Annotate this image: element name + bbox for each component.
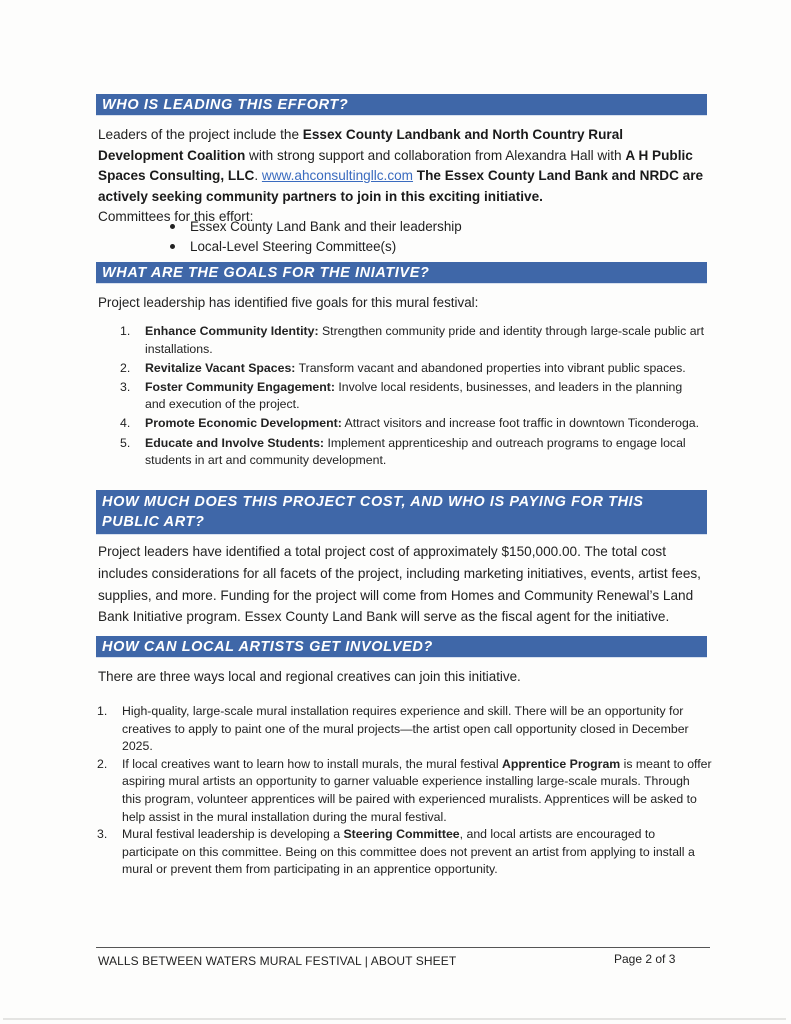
bold-text: Steering Committee <box>343 827 460 842</box>
goal-text: Strengthen community pride and identity through large-scale public art installations. <box>145 324 705 356</box>
committees-label: Committees for this effort: <box>98 209 254 224</box>
list-item <box>120 435 705 470</box>
footer-divider <box>96 947 710 948</box>
artists-intro: There are three ways local and regional creatives can join this initiative. <box>98 669 521 684</box>
section-heading-leading: WHO IS LEADING THIS EFFORT? <box>96 94 707 116</box>
list-item <box>97 756 712 826</box>
goal-text: Involve local residents, businesses, and leaders in the planning and execution of the project. <box>145 379 683 412</box>
goal-title: Promote Economic Development: <box>145 416 342 431</box>
goals-list <box>120 323 705 471</box>
list-item <box>168 237 628 257</box>
list-number: 1. <box>97 704 108 718</box>
artists-ways-list <box>97 703 712 879</box>
section-heading-cost: HOW MUCH DOES THIS PROJECT COST, AND WHO IS PAYING FOR THIS PUBLIC ART? <box>96 490 707 535</box>
page-number: Page 2 of 3 <box>614 952 676 966</box>
list-number: 5. <box>120 435 131 450</box>
list-number: 3. <box>97 827 108 842</box>
goal-title: Educate and Involve Students: <box>145 435 325 450</box>
list-item <box>120 323 705 358</box>
list-number: 2. <box>120 360 131 375</box>
list-item-text: is meant to offer aspiring mural artists an opportunity to garner valuable experience installing large-scale murals. Through this program, volunteer apprentices will be paired with experienced muralists. Apprentices will be asked to help assist in the mural installation during the mural festival. <box>122 756 712 824</box>
list-item <box>168 217 628 237</box>
list-number: 3. <box>120 379 131 394</box>
committees-list <box>168 217 628 256</box>
website-link[interactable]: www.ahconsultingllc.com <box>261 168 414 183</box>
section-heading-goals: WHAT ARE THE GOALS FOR THE INIATIVE? <box>96 262 707 284</box>
list-item-text: High-quality, large-scale mural installation requires experience and skill. There will be an opportunity for creatives to apply to paint one of the mural projects—the artist open call opportunity closed in December 2025. <box>122 704 689 754</box>
goal-title: Enhance Community Identity: <box>145 324 319 338</box>
list-number: 4. <box>120 416 131 431</box>
text: . <box>254 168 262 183</box>
leading-paragraph <box>98 125 710 228</box>
list-item <box>120 379 705 414</box>
bold-text: Essex County Landbank and North Country Rural Development Coalition <box>98 127 624 163</box>
goal-text: Attract visitors and increase foot traffic in downtown Ticonderoga. <box>341 416 700 431</box>
list-item-text: Mural festival leadership is developing a <box>122 827 344 842</box>
bold-text: Apprentice Program <box>502 756 621 771</box>
list-item-text: Local-Level Steering Committee(s) <box>190 238 397 254</box>
list-item-text: , and local artists are encouraged to participate on this committee. Being on this committee does not prevent an artist from applying to install a mural or prevent them from participating in an apprentice opportunity. <box>122 827 695 877</box>
text: Leaders of the project include the <box>98 127 303 142</box>
bullet-icon <box>170 224 175 229</box>
goal-text: Transform vacant and abandoned properties into vibrant public spaces. <box>295 360 686 375</box>
footer-title: WALLS BETWEEN WATERS MURAL FESTIVAL | ABOUT SHEET <box>98 954 457 968</box>
bold-text: A H Public Spaces Consulting, LLC <box>98 147 693 183</box>
bold-text: The Essex County Land Bank and NRDC are actively seeking community partners to join in this exciting initiative. <box>98 168 704 204</box>
list-item-text: Essex County Land Bank and their leadership <box>190 219 462 234</box>
section-heading-artists: HOW CAN LOCAL ARTISTS GET INVOLVED? <box>96 636 707 658</box>
text: with strong support and collaboration from Alexandra Hall with <box>245 147 626 163</box>
goal-text: Implement apprenticeship and outreach programs to engage local students in art and community development. <box>145 435 686 468</box>
list-number: 1. <box>120 324 131 338</box>
list-item <box>97 826 712 879</box>
goals-intro: Project leadership has identified five goals for this mural festival: <box>98 295 479 310</box>
scan-edge-divider <box>3 1018 786 1020</box>
bullet-icon <box>170 244 175 249</box>
list-item <box>120 360 705 378</box>
list-item-text: If local creatives want to learn how to install murals, the mural festival <box>122 756 502 771</box>
goal-title: Foster Community Engagement: <box>145 379 335 394</box>
goal-title: Revitalize Vacant Spaces: <box>145 360 296 375</box>
list-item <box>120 415 705 433</box>
list-number: 2. <box>97 756 108 771</box>
cost-paragraph: Project leaders have identified a total project cost of approximately $150,000.00. The total cost includes considerations for all facets of the project, including marketing initiatives, events, artist fees, supplies, and more. Funding for the project will come from Homes and Community Renewal’s Land Bank Initiative program. Essex County Land Bank will serve as the fiscal agent for the initiative. <box>98 544 701 625</box>
list-item <box>97 703 712 756</box>
